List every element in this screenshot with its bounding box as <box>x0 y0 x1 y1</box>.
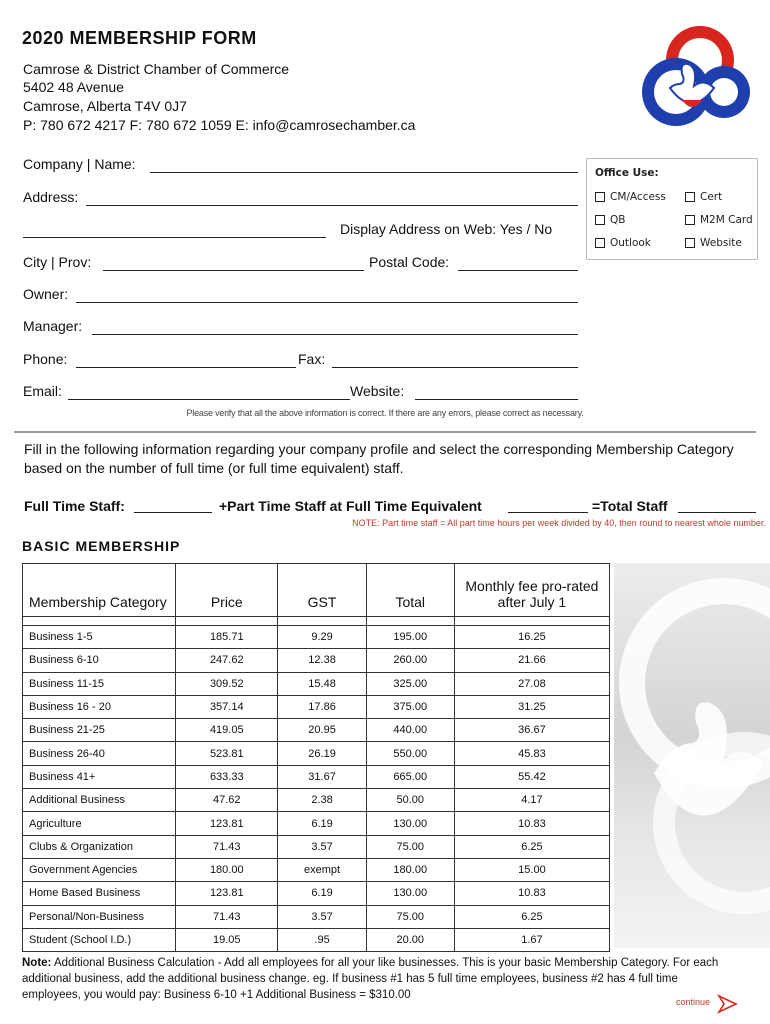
office-use-title: Office Use: <box>595 167 659 179</box>
manager-line[interactable] <box>92 334 578 335</box>
cell-price: 185.71 <box>176 626 278 649</box>
cell-price: 357.14 <box>176 695 278 718</box>
cell-total: 260.00 <box>366 649 454 672</box>
bottom-note-label: Note: <box>22 957 52 969</box>
cell-total: 130.00 <box>366 812 454 835</box>
part-time-label: +Part Time Staff at Full Time Equivalent <box>219 498 482 514</box>
cell-category: Business 1-5 <box>23 626 176 649</box>
address-line[interactable] <box>86 205 578 206</box>
fax-label: Fax: <box>298 351 326 367</box>
table-header-row <box>23 564 610 617</box>
table-row <box>23 649 610 672</box>
divider <box>14 431 756 433</box>
arrow-right-icon[interactable] <box>716 993 738 1015</box>
city-line[interactable] <box>103 270 364 271</box>
cell-monthly: 10.83 <box>454 882 609 905</box>
office-option-cm-access[interactable]: CM/Access <box>595 191 666 203</box>
cell-category: Government Agencies <box>23 858 176 881</box>
verify-note: Please verify that all the above information is correct. If there are any errors, please correct as necessary. <box>186 408 584 418</box>
cell-category: Business 41+ <box>23 765 176 788</box>
cell-monthly: 27.08 <box>454 672 609 695</box>
cell-price: 180.00 <box>176 858 278 881</box>
table-row <box>23 905 610 928</box>
cell-price: 247.62 <box>176 649 278 672</box>
checkbox-icon[interactable] <box>595 192 605 202</box>
cell-category: Clubs & Organization <box>23 835 176 858</box>
table-row <box>23 626 610 649</box>
cell-total: 75.00 <box>366 835 454 858</box>
cell-total: 195.00 <box>366 626 454 649</box>
cell-gst: 6.19 <box>278 812 366 835</box>
cell-category: Home Based Business <box>23 882 176 905</box>
email-label: Email: <box>23 383 62 399</box>
cell-gst: 31.67 <box>278 765 366 788</box>
postal-label: Postal Code: <box>369 254 450 270</box>
cell-gst: 3.57 <box>278 835 366 858</box>
cell-category: Student (School I.D.) <box>23 928 176 951</box>
cell-category: Business 26-40 <box>23 742 176 765</box>
postal-line[interactable] <box>458 270 578 271</box>
cell-total: 180.00 <box>366 858 454 881</box>
staff-note: NOTE: Part time staff = All part time hours per week divided by 40, then round to nearest whole number. <box>352 518 766 528</box>
address-line-2[interactable] <box>23 237 326 238</box>
checkbox-icon[interactable] <box>685 192 695 202</box>
cell-price: 123.81 <box>176 882 278 905</box>
cell-price: 71.43 <box>176 905 278 928</box>
cell-price: 633.33 <box>176 765 278 788</box>
phone-line[interactable] <box>76 367 296 368</box>
cell-total: 50.00 <box>366 789 454 812</box>
table-spacer <box>23 617 610 626</box>
table-row <box>23 835 610 858</box>
cell-total: 440.00 <box>366 719 454 742</box>
checkbox-icon[interactable] <box>595 215 605 225</box>
cell-price: 419.05 <box>176 719 278 742</box>
cell-gst: 15.48 <box>278 672 366 695</box>
cell-monthly: 10.83 <box>454 812 609 835</box>
cell-monthly: 1.67 <box>454 928 609 951</box>
cell-gst: 17.86 <box>278 695 366 718</box>
display-web-label: Display Address on Web: Yes / No <box>340 221 553 237</box>
table-row <box>23 672 610 695</box>
office-option-m2m-card[interactable]: M2M Card <box>685 214 753 226</box>
intro-text: Fill in the following information regarding your company profile and select the corresponding Membership Category based on the number of full time (or full time equivalent) staff. <box>24 441 734 476</box>
cell-monthly: 4.17 <box>454 789 609 812</box>
cell-gst: 20.95 <box>278 719 366 742</box>
org-contact: P: 780 672 4217 F: 780 672 1059 E: info@camrosechamber.ca <box>23 117 416 133</box>
cell-category: Business 21-25 <box>23 719 176 742</box>
cell-category: Business 16 - 20 <box>23 695 176 718</box>
phone-label: Phone: <box>23 351 68 367</box>
cell-total: 20.00 <box>366 928 454 951</box>
company-label: Company | Name: <box>23 156 136 172</box>
fax-line[interactable] <box>332 367 578 368</box>
table-row <box>23 858 610 881</box>
table-row <box>23 765 610 788</box>
org-city: Camrose, Alberta T4V 0J7 <box>23 98 187 114</box>
cell-category: Business 11-15 <box>23 672 176 695</box>
website-label: Website: <box>350 383 405 399</box>
office-option-qb[interactable]: QB <box>595 214 625 226</box>
cell-category: Personal/Non-Business <box>23 905 176 928</box>
col-gst: GST <box>278 564 366 617</box>
cell-price: 71.43 <box>176 835 278 858</box>
checkbox-icon[interactable] <box>685 238 695 248</box>
cell-total: 75.00 <box>366 905 454 928</box>
cell-total: 130.00 <box>366 882 454 905</box>
table-row <box>23 695 610 718</box>
cell-monthly: 45.83 <box>454 742 609 765</box>
manager-label: Manager: <box>23 318 83 334</box>
cell-total: 325.00 <box>366 672 454 695</box>
address-label: Address: <box>23 189 79 205</box>
cell-price: 19.05 <box>176 928 278 951</box>
cell-category: Agriculture <box>23 812 176 835</box>
cell-price: 309.52 <box>176 672 278 695</box>
cell-total: 665.00 <box>366 765 454 788</box>
cell-monthly: 6.25 <box>454 905 609 928</box>
owner-label: Owner: <box>23 286 69 302</box>
checkbox-icon[interactable] <box>595 238 605 248</box>
cell-gst: 3.57 <box>278 905 366 928</box>
company-line[interactable] <box>150 172 578 173</box>
cell-gst: 6.19 <box>278 882 366 905</box>
cell-monthly: 15.00 <box>454 858 609 881</box>
city-label: City | Prov: <box>23 254 92 270</box>
cell-price: 47.62 <box>176 789 278 812</box>
bottom-note-text: Additional Business Calculation - Add all employees for all your like businesses. This is your basic Membership Category. For each additional business, add the additional business change. eg. If business #1 has 5 full time employees, business #2 has 4 full time employees, you would pay: Business 6-10 +1 Additional Business = $310.00 <box>22 957 719 1001</box>
col-total: Total <box>366 564 454 617</box>
full-time-label: Full Time Staff: <box>24 498 125 514</box>
col-price: Price <box>176 564 278 617</box>
email-line[interactable] <box>68 399 350 400</box>
org-name: Camrose & District Chamber of Commerce <box>23 61 290 77</box>
office-use-box <box>586 158 758 260</box>
checkbox-icon[interactable] <box>685 215 695 225</box>
cell-price: 123.81 <box>176 812 278 835</box>
table-row <box>23 742 610 765</box>
org-street: 5402 48 Avenue <box>23 79 124 95</box>
cell-price: 523.81 <box>176 742 278 765</box>
cell-total: 375.00 <box>366 695 454 718</box>
table-row <box>23 928 610 951</box>
cell-gst: 9.29 <box>278 626 366 649</box>
table-row <box>23 719 610 742</box>
col-category: Membership Category <box>23 564 176 617</box>
cell-monthly: 21.66 <box>454 649 609 672</box>
cell-category: Additional Business <box>23 789 176 812</box>
office-option-outlook[interactable]: Outlook <box>595 237 651 249</box>
full-time-line[interactable] <box>134 512 212 513</box>
cell-monthly: 36.67 <box>454 719 609 742</box>
owner-line[interactable] <box>76 302 578 303</box>
table-row <box>23 789 610 812</box>
col-monthly: Monthly fee pro-rated after July 1 <box>454 564 609 617</box>
fee-table <box>22 563 610 952</box>
section-title: BASIC MEMBERSHIP <box>22 538 181 554</box>
cell-gst: 26.19 <box>278 742 366 765</box>
cell-monthly: 31.25 <box>454 695 609 718</box>
cell-category: Business 6-10 <box>23 649 176 672</box>
cell-gst: exempt <box>278 858 366 881</box>
cell-gst: 12.38 <box>278 649 366 672</box>
chamber-logo <box>632 18 752 138</box>
website-line[interactable] <box>415 399 578 400</box>
table-row <box>23 882 610 905</box>
table-row <box>23 812 610 835</box>
bottom-note <box>22 955 722 1003</box>
cell-monthly: 16.25 <box>454 626 609 649</box>
cell-total: 550.00 <box>366 742 454 765</box>
total-staff-label: =Total Staff <box>592 498 668 514</box>
cell-monthly: 55.42 <box>454 765 609 788</box>
office-option-cert[interactable]: Cert <box>685 191 722 203</box>
cell-gst: 2.38 <box>278 789 366 812</box>
form-title: 2020 MEMBERSHIP FORM <box>22 28 257 48</box>
part-time-line[interactable] <box>508 512 588 513</box>
office-option-website[interactable]: Website <box>685 237 742 249</box>
cell-gst: .95 <box>278 928 366 951</box>
watermark-logo <box>614 563 770 948</box>
continue-label[interactable]: continue <box>676 997 711 1007</box>
cell-monthly: 6.25 <box>454 835 609 858</box>
total-staff-line[interactable] <box>678 512 756 513</box>
